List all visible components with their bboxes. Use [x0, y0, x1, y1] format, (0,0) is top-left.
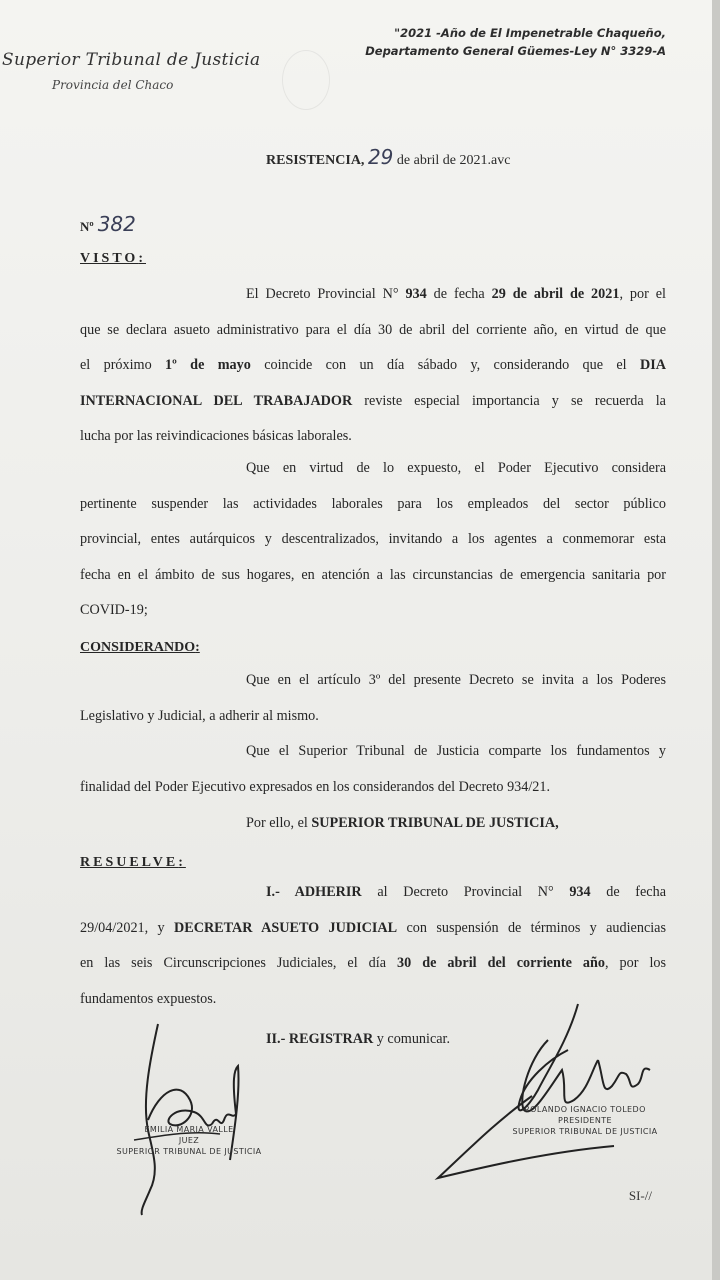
- page-continuation-mark: SI-//: [628, 1188, 652, 1203]
- text-line: provincial, entes autárquicos y descentralizados, invitando a los agentes a conmemorar esta: [80, 531, 666, 547]
- text-line: Que el Superior Tribunal de Justicia comparte los fundamentos y: [246, 743, 666, 759]
- text-line: Que en el artículo 3º del presente Decreto se invita a los Poderes: [246, 672, 666, 688]
- text-line: II.- REGISTRAR y comunicar.: [266, 1031, 451, 1047]
- motto-line-1: "2021 -Año de El Impenetrable Chaqueño,: [394, 26, 666, 40]
- left-signature-caption: [104, 1124, 274, 1157]
- paper-edge: [712, 0, 720, 1280]
- province-name: Provincia del Chaco: [52, 78, 174, 92]
- text-line: lucha por las reivindicaciones básicas laborales.: [80, 428, 352, 444]
- considerando-heading: CONSIDERANDO:: [80, 640, 200, 655]
- text-line: I.- ADHERIR al Decreto Provincial N° 934 de fecha: [266, 884, 666, 900]
- text-line: Legislativo y Judicial, a adherir al mismo.: [80, 707, 319, 724]
- text-line: que se declara asueto administrativo para el día 30 de abril del corriente año, en virtud de que: [80, 321, 666, 338]
- faint-stamp: [282, 50, 330, 110]
- right-signature: [428, 1000, 668, 1190]
- resolution-number: [80, 212, 136, 236]
- left-signer-name: EMILIA MARIA VALLE: [144, 1125, 234, 1134]
- city: RESISTENCIA,: [266, 153, 365, 168]
- visto-heading: VISTO:: [80, 251, 146, 266]
- text-line: fundamentos expuestos.: [80, 990, 217, 1007]
- right-signer-name: ROLANDO IGNACIO TOLEDO: [524, 1105, 646, 1114]
- left-signature: [120, 1020, 280, 1220]
- left-signer-role: JUEZ: [178, 1136, 200, 1145]
- place-and-date: [266, 145, 510, 169]
- left-signer-org: SUPERIOR TRIBUNAL DE JUSTICIA: [116, 1147, 262, 1156]
- text-line: el próximo 1º de mayo coincide con un día sábado y, considerando que el DIA: [80, 357, 666, 373]
- motto-line-2: Departamento General Güemes-Ley N° 3329-A: [365, 44, 666, 58]
- text-line: finalidad del Poder Ejecutivo expresados en los considerandos del Decreto 934/21.: [80, 778, 551, 795]
- text-line: INTERNACIONAL DEL TRABAJADOR reviste especial importancia y se recuerda la: [80, 392, 666, 409]
- right-signature-caption: [500, 1104, 670, 1137]
- text-line: Por ello, el SUPERIOR TRIBUNAL DE JUSTICIA,: [246, 815, 559, 831]
- text-line: pertinente suspender las actividades laborales para los empleados del sector público: [80, 495, 666, 512]
- text-line: fecha en el ámbito de sus hogares, en atención a las circunstancias de emergencia sanitaria por: [80, 566, 666, 583]
- text-line: 29/04/2021, y DECRETAR ASUETO JUDICIAL con suspensión de términos y audiencias: [80, 919, 667, 936]
- text-line: COVID-19;: [80, 602, 148, 618]
- resuelve-heading: RESUELVE:: [80, 855, 186, 870]
- text-line: Que en virtud de lo expuesto, el Poder Ejecutivo considera: [246, 460, 666, 476]
- handwritten-day: 29: [367, 145, 394, 169]
- right-signer-org: SUPERIOR TRIBUNAL DE JUSTICIA: [512, 1127, 658, 1136]
- right-signer-role: PRESIDENTE: [557, 1116, 612, 1125]
- date-rest: de abril de 2021.avc: [396, 153, 511, 168]
- institution-name: Superior Tribunal de Justicia: [2, 50, 261, 70]
- text-line: en las seis Circunscripciones Judiciales, el día 30 de abril del corriente año, por los: [80, 955, 667, 971]
- handwritten-number: 382: [97, 212, 136, 236]
- year-motto: [336, 24, 666, 60]
- text-line: El Decreto Provincial N° 934 de fecha 29 de abril de 2021, por el: [246, 286, 666, 302]
- number-label: Nº: [80, 219, 94, 234]
